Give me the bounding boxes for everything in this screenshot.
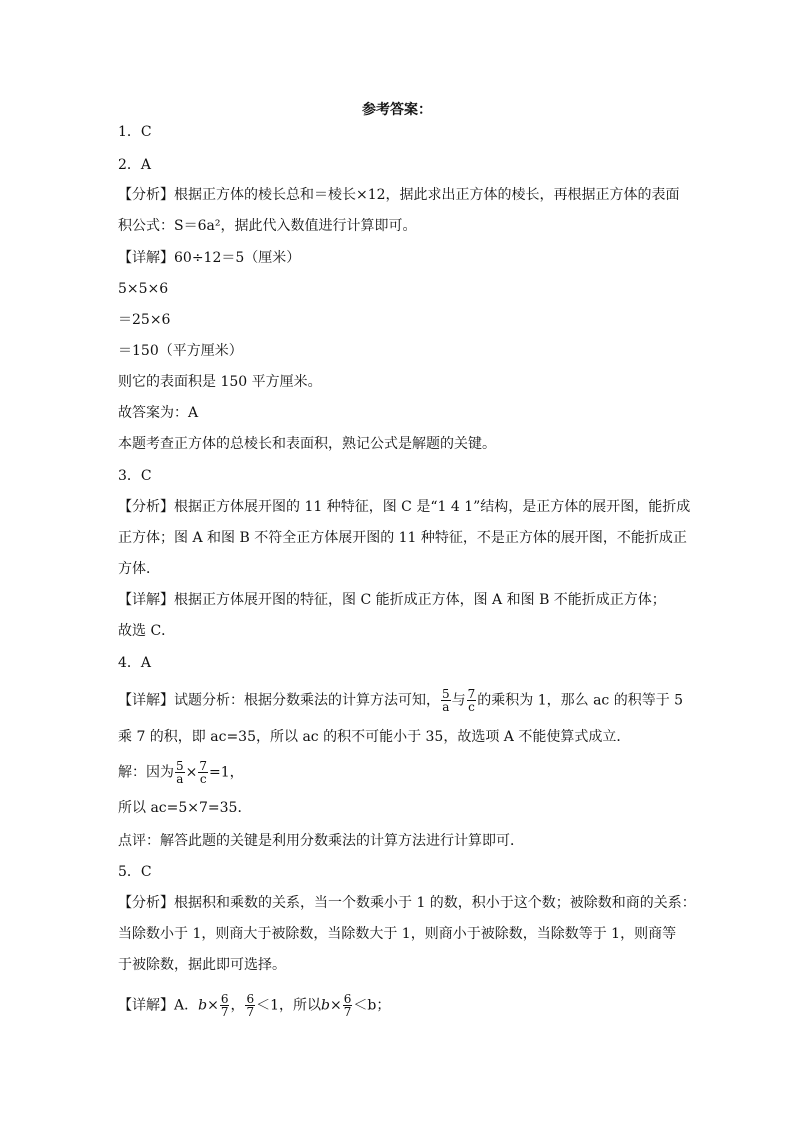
fraction-numerator: 6 — [220, 992, 229, 1006]
times-sign: × — [207, 997, 219, 1014]
q4-solve-prefix: 解：因为 — [118, 764, 174, 781]
fraction-numerator: 7 — [467, 687, 476, 701]
less-than-one: ＜1，所以 — [256, 997, 322, 1014]
q5-analysis-line: 【分析】根据积和乘数的关系，当一个数乘小于 1 的数，积小于这个数；被除数和商的关系： — [118, 895, 696, 911]
q3-analysis-line: 【分析】根据正方体展开图的 11 种特征，图 C 是“1 4 1”结构，是正方体的展开图，能折成 — [118, 499, 691, 515]
fraction-denominator: a — [176, 772, 184, 786]
q5-analysis-line: 于被除数，据此即可选择。 — [118, 957, 286, 973]
q4-solve-suffix: =1， — [209, 764, 244, 781]
q2-detail-line: 【详解】60÷12＝5（厘米） — [118, 250, 301, 266]
q2-detail-line: 则它的表面积是 150 平方厘米。 — [118, 374, 322, 390]
fraction-numerator: 5 — [442, 687, 450, 701]
fraction-7-over-c — [198, 760, 208, 785]
q2-analysis-line: 积公式：S＝6a²，据此代入数值进行计算即可。 — [118, 218, 417, 234]
q2-analysis-line: 【分析】根据正方体的棱长总和＝棱长×12，据此求出正方体的棱长，再根据正方体的表面 — [118, 187, 680, 203]
q3-detail-line: 故选 C． — [118, 623, 176, 639]
q4-connector: 与 — [451, 692, 466, 709]
fraction-denominator: 7 — [220, 1005, 229, 1019]
q2-detail-line: 本题考查正方体的总棱长和表面积，熟记公式是解题的关键。 — [118, 436, 496, 452]
q4-detail-suffix: 的乘积为 1，那么 ac 的积等于 5 — [477, 692, 684, 709]
fraction-denominator: a — [442, 700, 450, 714]
q4-solution-line — [118, 760, 244, 785]
variable-b: b — [321, 997, 330, 1014]
q4-detail-line: 乘 7 的积，即 ac=35，所以 ac 的积不可能小于 35，故选项 A 不能使算式成立． — [118, 729, 631, 745]
q3-analysis-line: 正方体；图 A 和图 B 不符全正方体展开图的 11 种特征，不是正方体的展开图，不能折成正 — [118, 530, 687, 546]
times-sign: × — [330, 997, 342, 1014]
q2-answer: 2．A — [118, 157, 152, 173]
q1-answer: 1．C — [118, 124, 152, 140]
q3-analysis-line: 方体． — [118, 561, 160, 577]
q5-detail-line — [118, 993, 390, 1018]
fraction-7-over-c — [467, 688, 477, 713]
fraction-numerator: 6 — [343, 992, 352, 1006]
q2-detail-line: ＝150（平方厘米） — [118, 343, 243, 359]
fraction-denominator: c — [199, 772, 207, 786]
q3-answer: 3．C — [118, 468, 152, 484]
q4-comment-line: 点评：解答此题的关键是利用分数乘法的计算方法进行计算即可． — [118, 833, 524, 849]
fraction-denominator: 7 — [343, 1005, 352, 1019]
q4-detail-line — [118, 688, 683, 713]
page-title: 参考答案： — [362, 102, 432, 118]
fraction-6-over-7 — [245, 993, 255, 1018]
times-sign: × — [185, 764, 198, 781]
fraction-denominator: c — [468, 700, 475, 714]
fraction-6-over-7 — [343, 993, 353, 1018]
q5-detail-prefix: 【详解】A． — [118, 997, 199, 1014]
less-than-b: ＜b； — [353, 997, 391, 1014]
q2-detail-line: ＝25×6 — [118, 312, 171, 328]
q2-detail-line: 故答案为：A — [118, 405, 199, 421]
q5-answer: 5．C — [118, 864, 152, 880]
q5-analysis-line: 当除数小于 1，则商大于被除数，当除数大于 1，则商小于被除数，当除数等于 1，则商等 — [118, 926, 677, 942]
q4-detail-prefix: 【详解】试题分析：根据分数乘法的计算方法可知， — [118, 692, 440, 709]
q2-detail-line: 5×5×6 — [118, 281, 169, 297]
fraction-5-over-a — [175, 760, 185, 785]
fraction-denominator: 7 — [246, 1005, 255, 1019]
variable-b: b — [198, 997, 208, 1014]
fraction-numerator: 6 — [246, 992, 255, 1006]
q4-answer: 4．A — [118, 655, 152, 671]
q3-detail-line: 【详解】根据正方体展开图的特征，图 C 能折成正方体，图 A 和图 B 不能折成正方体； — [118, 592, 666, 608]
q4-therefore-line: 所以 ac=5×7=35． — [118, 800, 252, 816]
comma: ， — [230, 997, 245, 1014]
fraction-6-over-7 — [220, 993, 230, 1018]
fraction-numerator: 5 — [176, 759, 184, 773]
fraction-numerator: 7 — [199, 759, 208, 773]
fraction-5-over-a — [441, 688, 451, 713]
